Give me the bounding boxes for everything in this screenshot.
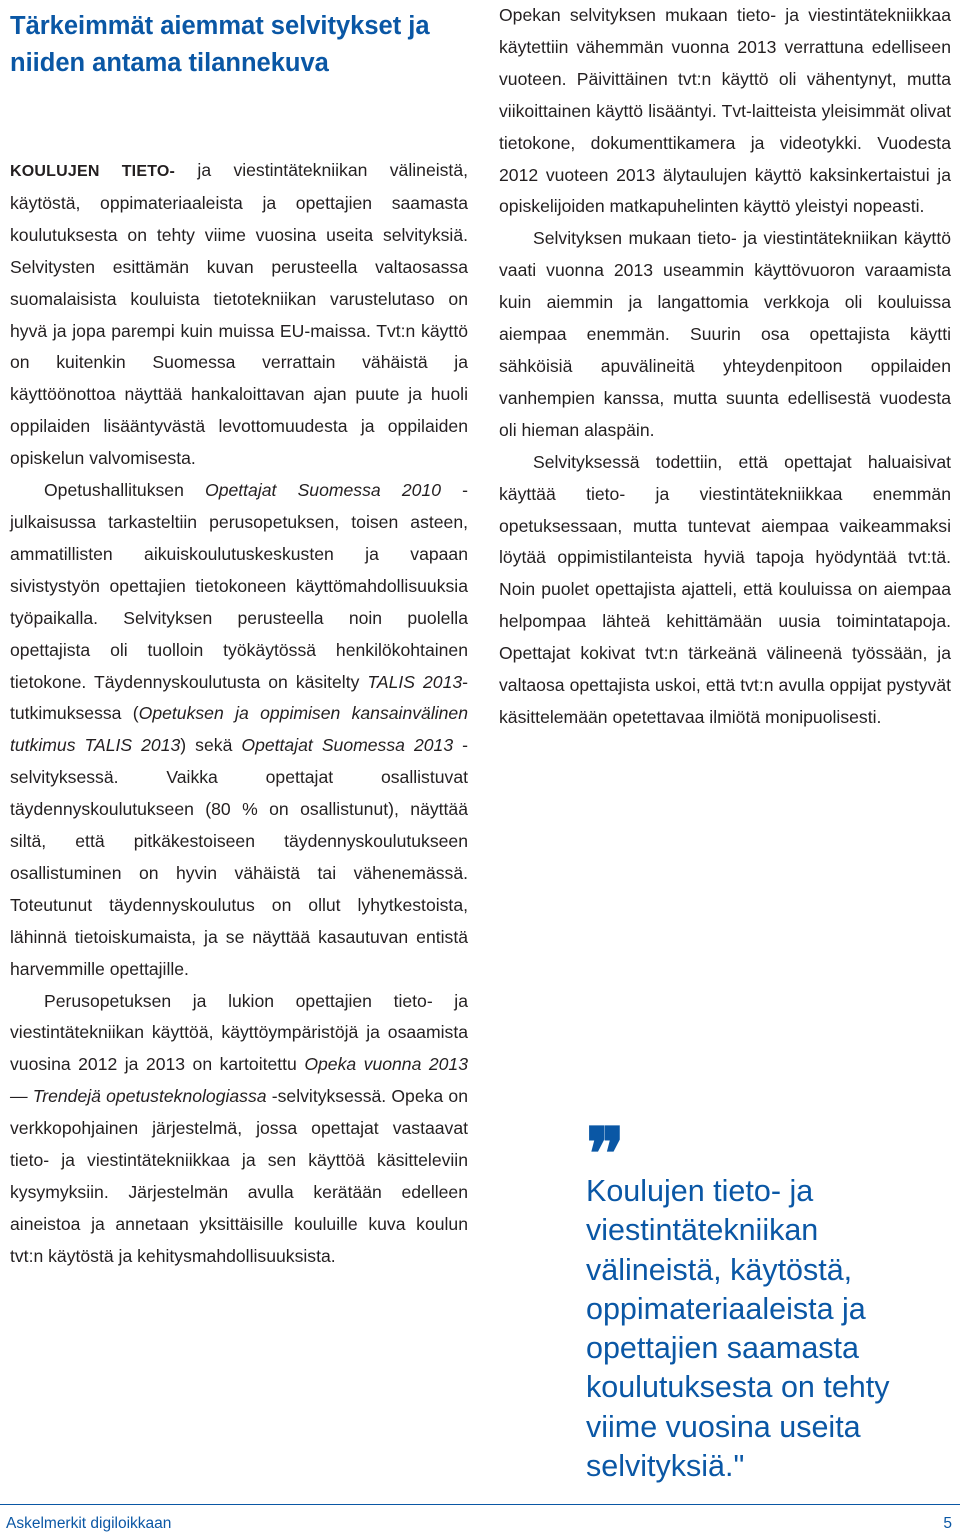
paragraph-2-text-a: Opetushallituksen <box>44 480 206 501</box>
publication-title: Opeka vuonna 2013 — Trendejä opetusteknologiassa <box>10 1054 468 1107</box>
publication-title: Opettajat Suomessa 2013 <box>241 735 454 756</box>
paragraph-2-text-d: ) sekä <box>180 735 242 756</box>
paragraph-3-text-a: Perusopetuksen ja lukion opettajien tieto- ja viestintätekniikan käyttöä, käyttöympäristöjä ja osaamista vuosina 2012 ja 2013 on kartoitettu <box>10 990 468 1075</box>
right-text-column <box>499 0 951 734</box>
left-text-column <box>10 155 468 1273</box>
publication-title: TALIS 2013 <box>367 671 463 692</box>
pull-quote: Koulujen tieto- ja viestintätekniikan välineistä, käytöstä, oppimateriaaleista ja opettajien saamasta koulutuksesta on tehty viime vuosina useita selvityksiä." <box>586 1174 890 1484</box>
lead-in-caps: KOULUJEN TIETO- <box>10 163 176 180</box>
paragraph-1 <box>10 155 468 475</box>
paragraph-1-text: ja viestintätekniikan välineistä, käytöstä, oppimateriaaleista ja opettajien saamasta koulutuksesta on tehty viime vuosina useita selvityksiä. Selvitysten esittämän kuvan perusteella valtaosassa suomalaisista kouluista tietotekniikan varustelutaso on hyvä ja jopa parempi kuin muissa EU-maissa. Tvt:n käyttö on kuitenkin Suomessa verrattain vähäistä ja käyttöönottoa näyttää hankaloittavan ajan puute ja huoli oppilaiden lisääntyvästä levottomuudesta ja oppilaiden opiskelun valvomisesta. <box>10 160 468 469</box>
paragraph-2-text-b: -julkaisussa tarkasteltiin perusopetuksen, toisen asteen, ammatillisten aikuiskoulutuskeskusten ja vapaan sivistystyön opettajien tietokoneen käyttömahdollisuuksia työpaikalla. Selvityksen perusteella noin puolella opettajista oli tuolloin työkäytössä henkilökohtainen tietokone. Täydennyskoulutusta on käsitelty <box>10 480 468 692</box>
paragraph-2-text-c: -tutkimuksessa ( <box>10 671 468 724</box>
page-number: 5 <box>943 1515 952 1532</box>
paragraph-3-text-b: -selvityksessä. Opeka on verkkopohjainen järjestelmä, jossa opettajat vastaavat tieto- ja viestintätekniikkaa ja sen käyttöä käsitteleviin kysymyksiin. Järjestelmän avulla kerätään edelleen aineistoa ja annetaan yksittäisille kouluille kuva koulun tvt:n käytöstä ja kehitysmahdollisuuksista. <box>10 1086 468 1266</box>
section-heading: Tärkeimmät aiemmat selvitykset ja niiden antama tilannekuva <box>10 12 430 77</box>
paragraph-4: Opekan selvityksen mukaan tieto- ja viestintätekniikkaa käytettiin vähemmän vuonna 2013 verrattuna edelliseen vuoteen. Päivittäinen tvt:n käyttö oli vähentynyt, mutta viikoittainen käyttö lisääntyi. Tvt-laitteista yleisimmät olivat tietokone, dokumenttikamera ja videotykki. Vuodesta 2012 vuoteen 2013 älytaulujen käyttö kaksinkertaistui ja opiskelijoiden matkapuhelinten käyttö yleistyi nopeasti. <box>499 5 951 217</box>
paragraph-2-text-e: -selvityksessä. Vaikka opettajat osallistuvat täydennyskoulutukseen (80 % on osallistunut), näyttää siltä, että pitkäkestoiseen täydennyskoulutukseen osallistuminen on hyvin vähäistä tai vähenemässä. Toteutunut täydennyskoulutus on ollut lyhytkestoista, lähinnä tietoiskumaista, ja se näyttää kasautuvan entistä harvemmille opettajille. <box>10 735 468 979</box>
paragraph-6: Selvityksessä todettiin, että opettajat haluaisivat käyttää tieto- ja viestintätekniikkaa enemmän opetuksessaan, mutta tuntevat aiempaa vaikeammaksi löytää oppimistilanteista hyviä tapoja hyödyntää tvt:tä. Noin puolet opettajista ajatteli, että kouluissa on aiempaa helpompaa lähteä kehittämään uusia toimintatapoja. Opettajat kokivat tvt:n tärkeänä välineenä työssään, ja valtaosa opettajista uskoi, että tvt:n avulla oppijat pystyvät käsittelemään opetettavaa ilmiötä monipuolisesti. <box>499 451 951 727</box>
footer-divider <box>0 1504 960 1505</box>
quotation-mark-icon: ❞ <box>586 1111 625 1196</box>
publication-title: Opettajat Suomessa 2010 <box>205 480 441 501</box>
paragraph-2 <box>10 475 468 986</box>
paragraph-3 <box>10 986 468 1273</box>
footer-publication-title: Askelmerkit digiloikkaan <box>6 1515 172 1532</box>
paragraph-5: Selvityksen mukaan tieto- ja viestintätekniikan käyttö vaati vuonna 2013 useammin käyttövuoron varaamista kuin aiemmin ja langattomia verkkoja oli kouluissa aiempaa enemmän. Suurin osa opettajista käytti sähköisiä apuvälineitä yhteydenpitoon oppilaiden vanhempien kanssa, mutta suunta edellisestä vuodesta oli hieman alaspäin. <box>499 228 951 440</box>
publication-title: Opetuksen ja oppimisen kansainvälinen tutkimus TALIS 2013 <box>10 703 468 756</box>
